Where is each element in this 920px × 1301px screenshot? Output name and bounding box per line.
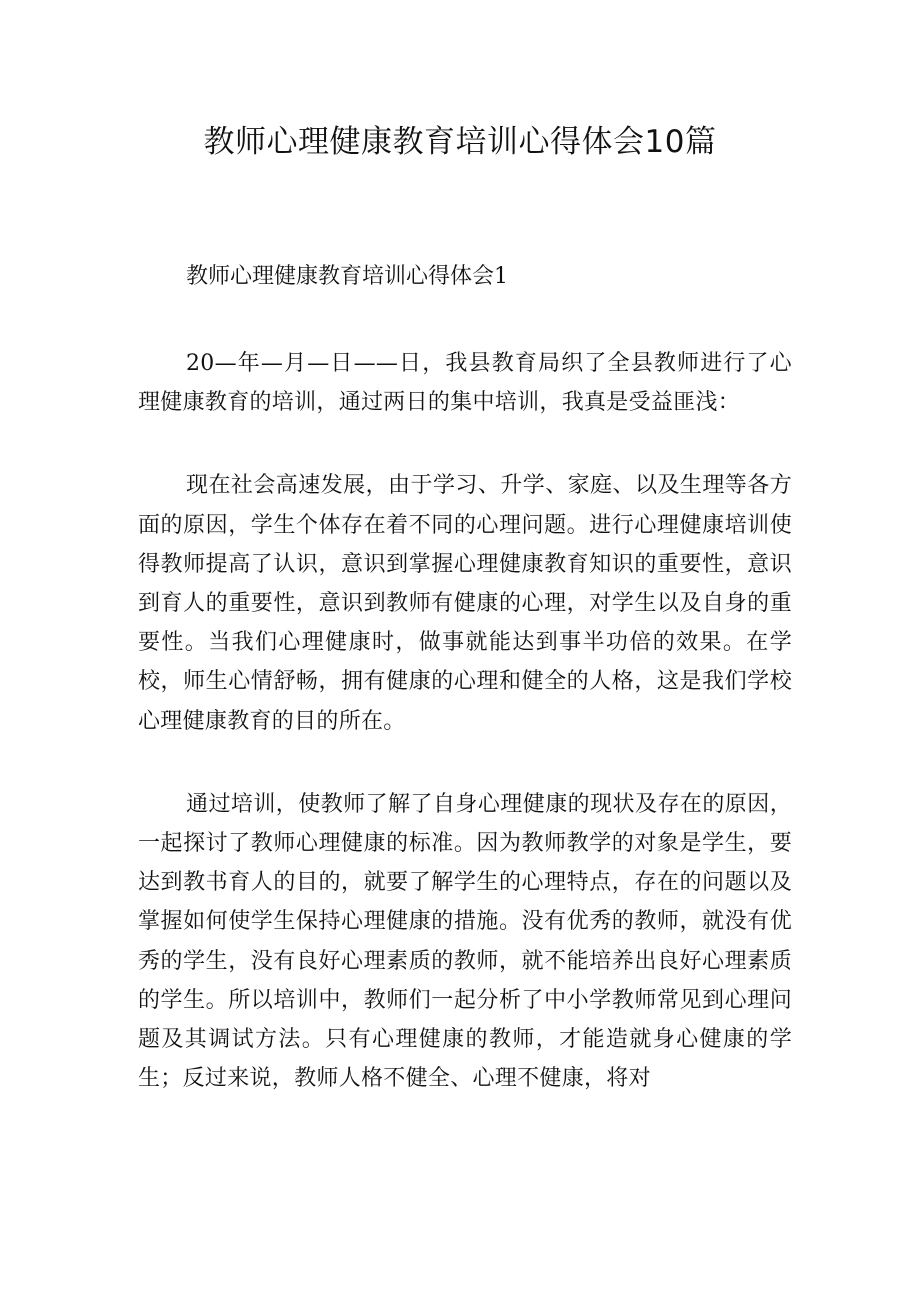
spacer	[138, 298, 792, 344]
paragraph-3: 通过培训，使教师了解了自身心理健康的现状及存在的原因，一起探讨了教师心理健康的标准。因为教师教学的对象是学生，要达到教书育人的目的，就要了解学生的心理特点，存在的问题以及掌握如何使学生保持心理健康的措施。没有优秀的教师，就没有优秀的学生，没有良好心理素质的教师，就不能培养出良好心理素质的学生。所以培训中，教师们一起分析了中小学教师常见到心理问题及其调试方法。只有心理健康的教师，才能造就身心健康的学生；反过来说，教师人格不健全、心理不健康，将对	[138, 791, 792, 1092]
paragraph-1: 20—年—月—日——日，我县教育局织了全县教师进行了心理健康教育的培训，通过两日的集中培训，我真是受益匪浅：	[138, 351, 792, 416]
paragraph-2: 现在社会高速发展，由于学习、升学、家庭、以及生理等各方面的原因，学生个体存在着不同的心理问题。进行心理健康培训使得教师提高了认识，意识到掌握心理健康教育知识的重要性，意识到育人的重要性，意识到教师有健康的心理，对学生以及自身的重要性。当我们心理健康时，做事就能达到事半功倍的效果。在学校，师生心情舒畅，拥有健康的心理和健全的人格，这是我们学校心理健康教育的目的所在。	[138, 473, 792, 734]
spacer	[138, 741, 792, 785]
document-title: 教师心理健康教育培训心得体会10篇	[203, 124, 717, 160]
spacer	[138, 422, 792, 466]
document-body	[138, 256, 792, 1098]
section-heading: 教师心理健康教育培训心得体会1	[186, 264, 508, 289]
